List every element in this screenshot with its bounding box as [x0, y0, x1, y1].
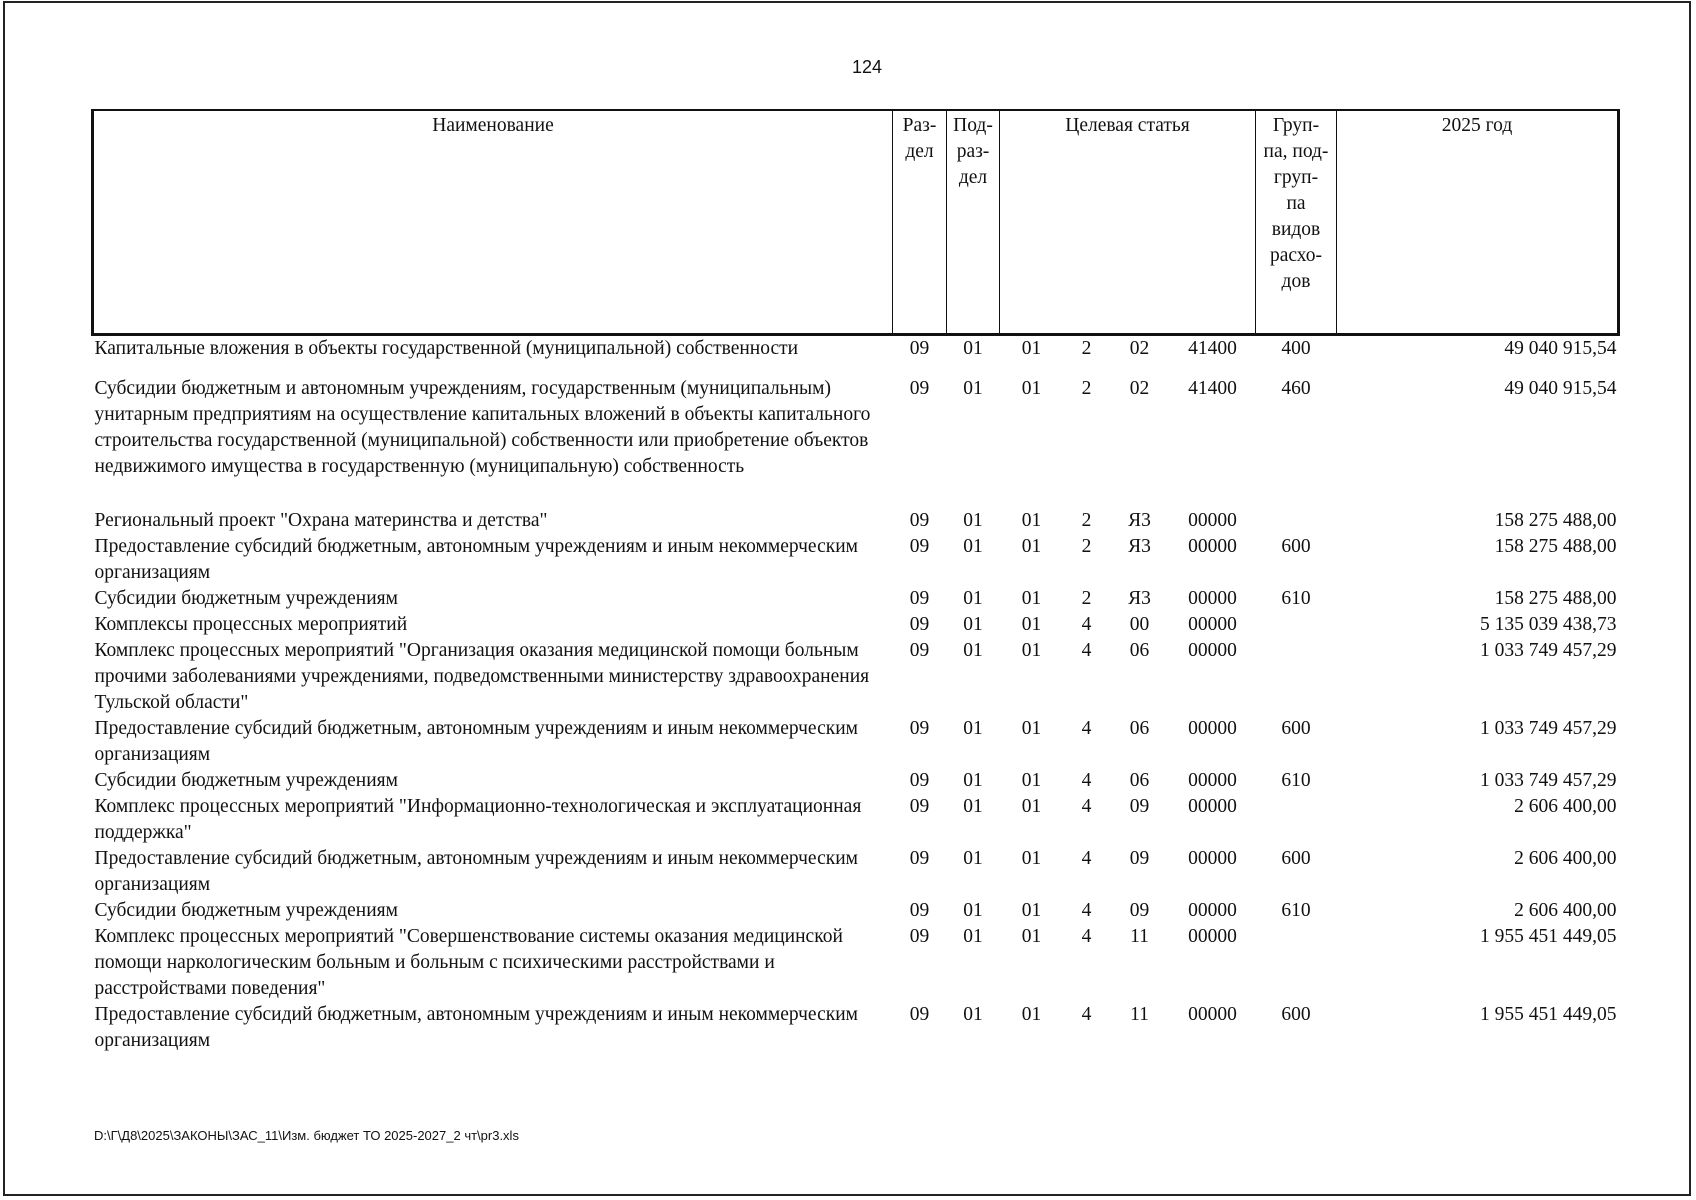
target-code-t4: 00000	[1188, 640, 1237, 661]
target-code-t1: 01	[1021, 338, 1042, 359]
table-row	[93, 638, 1619, 716]
row-razdel: 09	[909, 770, 930, 791]
target-code-t3: Я3	[1128, 588, 1151, 609]
target-code-t1: 01	[1021, 770, 1042, 791]
row-name: Предоставление субсидий бюджетным, автономным учреждениям и иным некоммерческим организациям	[94, 1004, 858, 1051]
target-code-t3: 00	[1129, 614, 1150, 635]
target-code-t3: 06	[1129, 718, 1150, 739]
row-amount: 2 606 400,00	[1514, 796, 1617, 817]
row-target	[1000, 335, 1256, 377]
target-code-t3: 11	[1130, 1004, 1149, 1025]
target-code-t4: 00000	[1188, 614, 1237, 635]
target-code-t3: 09	[1129, 796, 1150, 817]
header-name: Наименование	[93, 110, 893, 335]
row-razdel: 09	[909, 536, 930, 557]
row-podrazdel: 01	[963, 640, 983, 661]
row-razdel: 09	[909, 614, 930, 635]
row-group: 610	[1281, 588, 1311, 609]
target-code-t4: 00000	[1188, 536, 1237, 557]
target-code-t1: 01	[1021, 614, 1042, 635]
row-group: 600	[1281, 536, 1311, 557]
row-target	[1000, 1002, 1256, 1054]
row-group: 460	[1281, 378, 1311, 399]
target-code-t4: 00000	[1188, 770, 1237, 791]
target-code-t3: 06	[1129, 640, 1150, 661]
row-group: 600	[1281, 848, 1311, 869]
row-name: Капитальные вложения в объекты государственной (муниципальной) собственности	[94, 338, 799, 359]
row-razdel: 09	[909, 640, 930, 661]
target-code-t2: 2	[1081, 338, 1092, 359]
row-amount: 158 275 488,00	[1494, 510, 1617, 531]
target-code-t2: 2	[1081, 536, 1092, 557]
row-podrazdel: 01	[963, 900, 983, 921]
row-target	[1000, 716, 1256, 768]
budget-table	[91, 109, 1620, 1054]
target-code-t1: 01	[1021, 378, 1042, 399]
row-target	[1000, 612, 1256, 638]
target-code-t2: 2	[1081, 510, 1092, 531]
header-target: Целевая статья	[1000, 110, 1256, 335]
table-row	[93, 376, 1619, 508]
header-podrazdel: Под- раз- дел	[947, 110, 1000, 335]
target-code-t4: 00000	[1188, 588, 1237, 609]
row-name: Предоставление субсидий бюджетным, автономным учреждениям и иным некоммерческим организациям	[94, 848, 858, 895]
row-podrazdel: 01	[963, 588, 983, 609]
row-name: Субсидии бюджетным и автономным учреждениям, государственным (муниципальным) унитарным предприятиям на осуществление капитальных вложений в объекты капитального строительства государственной (муниципальной) собственности или приобретение объектов недвижимого имущества в государственную (муниципальную) собственность	[94, 378, 871, 477]
row-group: 610	[1281, 900, 1311, 921]
row-razdel: 09	[909, 510, 930, 531]
table-row	[93, 768, 1619, 794]
target-code-t3: 11	[1130, 926, 1149, 947]
row-target	[1000, 768, 1256, 794]
target-code-t4: 00000	[1188, 926, 1237, 947]
target-code-t3: 09	[1129, 848, 1150, 869]
table-row	[93, 846, 1619, 898]
row-razdel: 09	[909, 338, 930, 359]
row-target	[1000, 638, 1256, 716]
row-name: Комплекс процессных мероприятий "Организация оказания медицинской помощи больным прочими заболеваниями учреждениями, подведомственными министерству здравоохранения Тульской области"	[94, 640, 870, 713]
target-code-t4: 41400	[1188, 338, 1237, 359]
row-podrazdel: 01	[963, 718, 983, 739]
row-podrazdel: 01	[963, 338, 983, 359]
row-target	[1000, 508, 1256, 534]
row-group: 600	[1281, 1004, 1311, 1025]
target-code-t4: 41400	[1188, 378, 1237, 399]
header-razdel: Раз- дел	[893, 110, 947, 335]
row-group	[1256, 508, 1337, 534]
row-podrazdel: 01	[963, 770, 983, 791]
row-name: Субсидии бюджетным учреждениям	[94, 588, 398, 609]
target-code-t1: 01	[1021, 510, 1042, 531]
target-code-t2: 4	[1081, 1004, 1092, 1025]
row-razdel: 09	[909, 848, 930, 869]
table-header-row	[93, 110, 1619, 335]
row-amount: 49 040 915,54	[1504, 378, 1617, 399]
row-razdel: 09	[909, 588, 930, 609]
row-group: 400	[1281, 338, 1311, 359]
row-podrazdel: 01	[963, 614, 983, 635]
row-podrazdel: 01	[963, 796, 983, 817]
row-group	[1256, 638, 1337, 716]
row-podrazdel: 01	[963, 926, 983, 947]
target-code-t3: Я3	[1128, 536, 1151, 557]
header-group: Груп- па, под- груп- па видов расхо- дов	[1256, 110, 1337, 335]
row-razdel: 09	[909, 796, 930, 817]
row-podrazdel: 01	[963, 848, 983, 869]
target-code-t1: 01	[1021, 900, 1042, 921]
target-code-t4: 00000	[1188, 510, 1237, 531]
target-code-t2: 2	[1081, 588, 1092, 609]
row-name: Предоставление субсидий бюджетным, автономным учреждениям и иным некоммерческим организациям	[94, 536, 858, 583]
row-target	[1000, 898, 1256, 924]
row-amount: 158 275 488,00	[1494, 588, 1617, 609]
row-name: Субсидии бюджетным учреждениям	[94, 770, 398, 791]
row-amount: 5 135 039 438,73	[1480, 614, 1617, 635]
row-podrazdel: 01	[963, 378, 983, 399]
row-amount: 1 955 451 449,05	[1480, 926, 1617, 947]
target-code-t2: 2	[1081, 378, 1092, 399]
row-amount: 49 040 915,54	[1504, 338, 1617, 359]
row-name: Субсидии бюджетным учреждениям	[94, 900, 398, 921]
table-row	[93, 335, 1619, 377]
row-name: Предоставление субсидий бюджетным, автономным учреждениям и иным некоммерческим организациям	[94, 718, 858, 765]
target-code-t3: 06	[1129, 770, 1150, 791]
row-target	[1000, 924, 1256, 1002]
target-code-t2: 4	[1081, 926, 1092, 947]
row-target	[1000, 794, 1256, 846]
row-amount: 2 606 400,00	[1514, 900, 1617, 921]
table-row	[93, 794, 1619, 846]
row-name: Комплекс процессных мероприятий "Информационно-технологическая и эксплуатационная поддержка"	[94, 796, 862, 843]
table-body	[93, 335, 1619, 1055]
table-row	[93, 898, 1619, 924]
row-amount: 158 275 488,00	[1494, 536, 1617, 557]
header-amount: 2025 год	[1337, 110, 1619, 335]
row-amount: 1 955 451 449,05	[1480, 1004, 1617, 1025]
row-razdel: 09	[909, 378, 930, 399]
row-name: Комплекс процессных мероприятий "Совершенствование системы оказания медицинской помощи наркологическим больным и больным с психическими расстройствами и расстройствами поведения"	[94, 926, 843, 999]
table-row	[93, 534, 1619, 586]
row-name: Региональный проект "Охрана материнства и детства"	[94, 510, 548, 531]
row-target	[1000, 534, 1256, 586]
target-code-t4: 00000	[1188, 796, 1237, 817]
row-podrazdel: 01	[963, 536, 983, 557]
target-code-t1: 01	[1021, 640, 1042, 661]
target-code-t2: 4	[1081, 900, 1092, 921]
target-code-t1: 01	[1021, 1004, 1042, 1025]
row-amount: 1 033 749 457,29	[1480, 718, 1617, 739]
row-podrazdel: 01	[963, 1004, 983, 1025]
table-row	[93, 1002, 1619, 1054]
target-code-t1: 01	[1021, 926, 1042, 947]
row-podrazdel: 01	[963, 510, 983, 531]
target-code-t2: 4	[1081, 614, 1092, 635]
table-row	[93, 508, 1619, 534]
target-code-t1: 01	[1021, 718, 1042, 739]
row-name: Комплексы процессных мероприятий	[94, 614, 408, 635]
row-target	[1000, 586, 1256, 612]
table-row	[93, 612, 1619, 638]
target-code-t3: 02	[1129, 338, 1150, 359]
target-code-t2: 4	[1081, 718, 1092, 739]
row-group: 610	[1281, 770, 1311, 791]
row-group: 600	[1281, 718, 1311, 739]
row-razdel: 09	[909, 718, 930, 739]
row-amount: 2 606 400,00	[1514, 848, 1617, 869]
target-code-t3: Я3	[1128, 510, 1151, 531]
table-row	[93, 924, 1619, 1002]
target-code-t2: 4	[1081, 770, 1092, 791]
row-razdel: 09	[909, 1004, 930, 1025]
table-row	[93, 716, 1619, 768]
row-group	[1256, 794, 1337, 846]
target-code-t4: 00000	[1188, 848, 1237, 869]
target-code-t3: 02	[1129, 378, 1150, 399]
target-code-t4: 00000	[1188, 900, 1237, 921]
row-amount: 1 033 749 457,29	[1480, 640, 1617, 661]
target-code-t2: 4	[1081, 796, 1092, 817]
target-code-t4: 00000	[1188, 1004, 1237, 1025]
row-razdel: 09	[909, 900, 930, 921]
target-code-t2: 4	[1081, 848, 1092, 869]
row-group	[1256, 612, 1337, 638]
row-amount: 1 033 749 457,29	[1480, 770, 1617, 791]
row-razdel: 09	[909, 926, 930, 947]
footer-file-path: D:\Г\Д8\2025\ЗАКОНЫ\ЗАС_11\Изм. бюджет ТО 2025-2027_2 чт\pr3.xls	[94, 1128, 519, 1143]
row-target	[1000, 846, 1256, 898]
target-code-t1: 01	[1021, 848, 1042, 869]
target-code-t1: 01	[1021, 536, 1042, 557]
target-code-t2: 4	[1081, 640, 1092, 661]
target-code-t3: 09	[1129, 900, 1150, 921]
row-group	[1256, 924, 1337, 1002]
target-code-t1: 01	[1021, 796, 1042, 817]
target-code-t1: 01	[1021, 588, 1042, 609]
target-code-t4: 00000	[1188, 718, 1237, 739]
table-row	[93, 586, 1619, 612]
page-number: 124	[851, 57, 883, 77]
row-target	[1000, 376, 1256, 508]
